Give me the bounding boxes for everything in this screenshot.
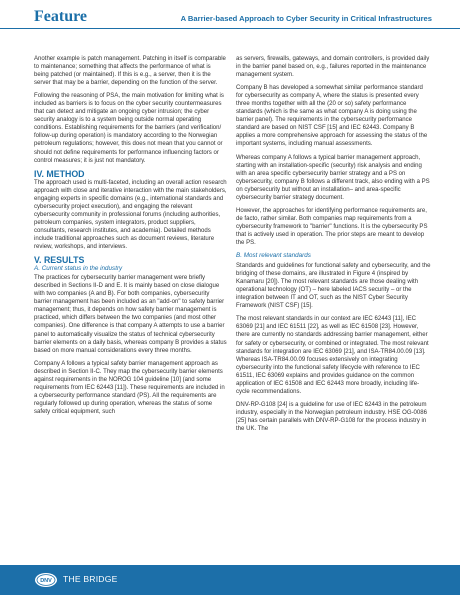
footer-brand: THE BRIDGE <box>63 574 118 584</box>
section-label: Feature <box>34 8 88 25</box>
paragraph: Another example is patch management. Patching in itself is comparable to maintenance; something that affects the performance of what is being patched (or maintained). If this is e.g., a server, then it is the server that may be a barrier, depending on the function of the server. <box>34 56 226 87</box>
svg-text:DNV: DNV <box>40 578 52 584</box>
right-column <box>236 55 431 438</box>
bridge-logo-icon <box>34 572 58 588</box>
paragraph: Company A follows a typical safety barrier management approach as described in Section II-C. They map the cybersecurity barrier elements against requirements in the NOROG 104 guideline [10] (and some requirements from IEC 62443 [11]). These requirements are included in a cybersecurity performance standard (PS). All the requirements are regularly followed up during operation, whereas the status of some safety critical equipment, such <box>34 360 225 415</box>
paragraph: The practices for cybersecurity barrier management were briefly described in Sections II-D and E. It is mainly based on close dialogue with two companies (A and B). For both companies, cybersecurity barrier management has been included as an "add-on" to safety barrier management; thus, it depends on how safety barrier management is practiced, which differs between the two companies (and most other companies). One difference is that company A attempts to use a barrier panel to automatically visualize the status of technical cybersecurity barrier elements on a daily basis, whereas company B provides a status based on more manual considerations every three months. <box>34 275 227 354</box>
paragraph: The most relevant standards in our context are IEC 62443 [11], IEC 63069 [21] and IEC 61511 [22], as well as IEC 61508 [23]. However, there are currently no standards addressing barrier management, either for safety or cybersecurity, or combined or integrated. The most relevant standards for integration are IEC 63069 [21], and ISA-TR84.00.09 [13]. Whereas ISA-TR84.00.09 focuses extensively on integrating cybersecurity into the functional safety lifecycle with reference to IEC 61511, IEC 63069 explains and provides guidance on the common application of IEC 61508 and IEC 62443 more broadly, including life-cycle recommendations. <box>236 316 429 395</box>
paragraph: Company B has developed a somewhat similar performance standard for cybersecurity as company A, where the status is presented every three months together with all the (20 or so) safety performance standards (which is the same as what company A is doing using the barrier panel). The requirements in the cybersecurity performance standard are based on NIST CSF [15] and IEC 62443. Company B applies a more comprehensive approach for assessing the status of the important systems, including manual assessments. <box>236 85 428 148</box>
paragraph: Standards and guidelines for functional safety and cybersecurity, and the bridging of these domains, are illustrated in Figure 4 (inspired by Kanamaru [20]). The most relevant standards are those dealing with operational technology (OT) – here labeled IACS security – or the integration between IT and OT, such as the NIST Cyber Security Framework (NIST CSF) [15]. <box>236 263 431 310</box>
left-column <box>34 55 227 421</box>
paragraph: The approach used is multi-faceted, including an overall action research approach with close and iterative interaction with the main stakeholders, engaging experts in specific domains (e.g., international standards and cybersecurity project execution), and engaging the relevant cybersecurity community in professional forums (including authorities, petroleum companies, system integrators, product suppliers, consultants, research institutes, and academia). Detailed methods include traditional approaches such as document reviews, literature review, workshops, and interviews. <box>34 179 227 251</box>
paragraph: Whereas company A follows a typical barrier management approach, starting with an installation-specific (security) risk analysis and ending with an area specific cybersecurity barrier strategy and a PS on cybersecurity, company B follows a different track, also ending with a PS on cybersecurity but without an installation– and area-specific cybersecurity barrier strategy document. <box>236 154 430 201</box>
footer-bar <box>0 565 460 595</box>
section-heading-method: IV. METHOD <box>34 168 85 179</box>
section-heading-results: V. RESULTS <box>34 255 85 266</box>
paragraph: Following the reasoning of PSA, the main motivation for limiting what is included as barriers is to focus on the cyber security countermeasures that can detect and mitigate an ongoing cyber intrusion; the cyber security analogy is to a system being outside normal operating conditions. Establishing requirements for the barriers (and verification/ follow-up during operation) is mandatory according to the Norwegian petroleum regulations; however, this does not mean that you cannot or should not define requirements for performance influencing factors or control measures; it is just not mandatory. <box>34 93 224 164</box>
article-title: A Barrier-based Approach to Cyber Security in Critical Infrastructures <box>180 14 432 23</box>
paragraph: DNV-RP-G108 [24] is a guideline for use of IEC 62443 in the petroleum industry, especially in the Norwegian petroleum industry. HSE OG-0086 [25] has certain parallels with DNV-RP-G108 for the process industry in the UK. The <box>236 401 428 432</box>
paragraph: as servers, firewalls, gateways, and domain controllers, is provided daily in the barrier panel based on, e.g., failures reported in the maintenance management system. <box>236 56 430 79</box>
subsection-heading: A. Current status in the industry <box>34 265 123 273</box>
paragraph: However, the approaches for identifying performance requirements are, de facto, rather similar. Both companies map requirements from a cybersecurity framework to "barrier" functions. It is the cybersecurity PS that is actively used in operation. The prior steps are meant to develop the PS. <box>236 207 428 246</box>
header-rule <box>0 28 460 29</box>
subsection-heading: B. Most relevant standards <box>236 252 311 260</box>
